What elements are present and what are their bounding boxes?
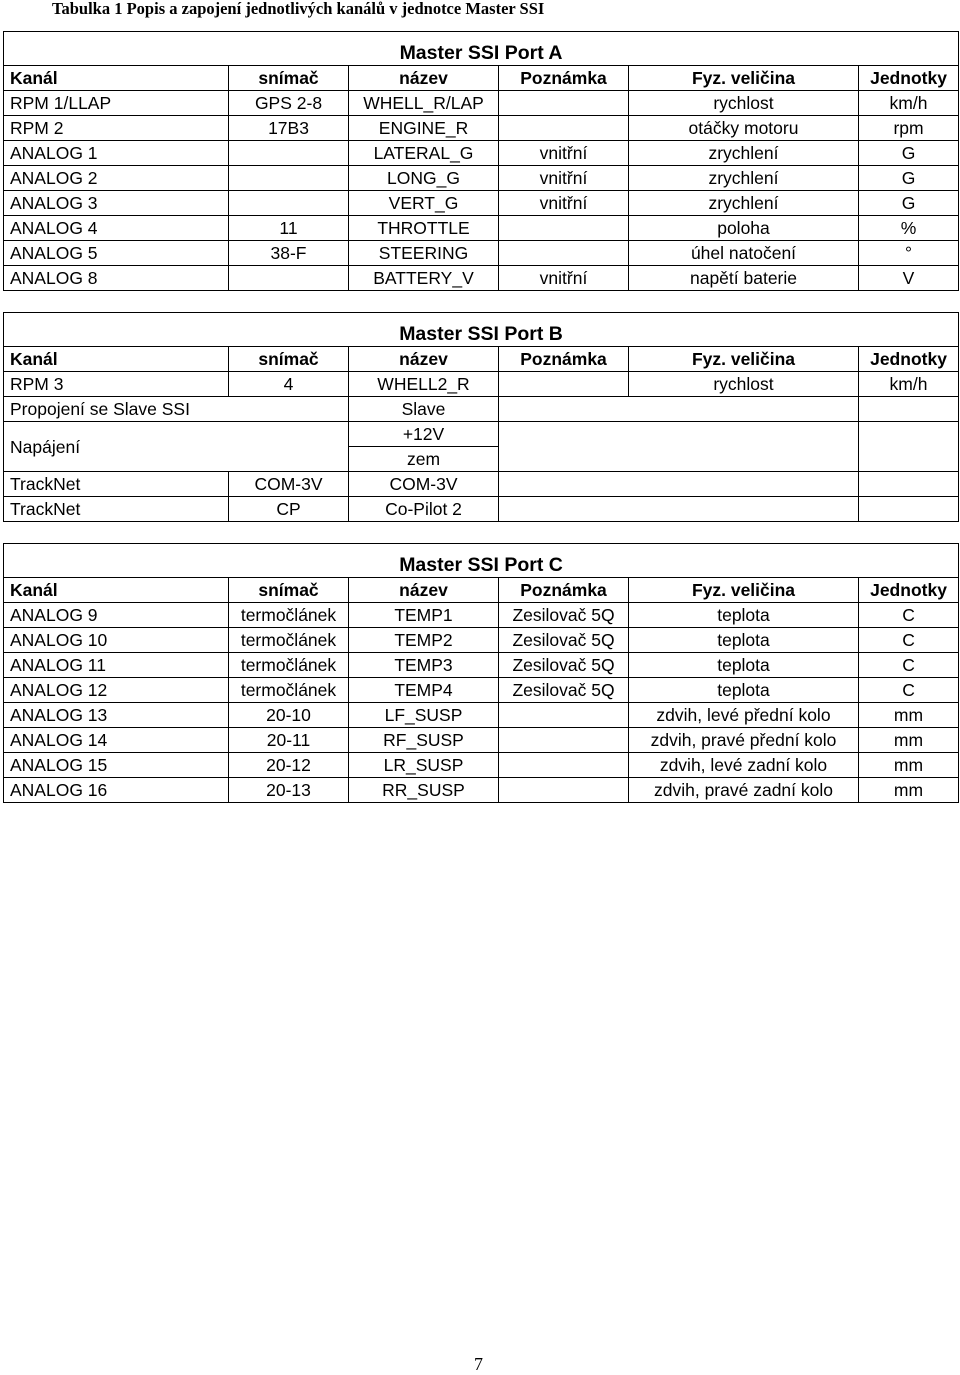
cell-poznamka	[499, 497, 859, 522]
table-row	[4, 216, 959, 241]
cell-kanal: ANALOG 5	[4, 241, 229, 266]
cell-jednotky: mm	[859, 703, 959, 728]
page-number: 7	[474, 1354, 483, 1374]
cell-snimac: 20-11	[229, 728, 349, 753]
cell-nazev: Slave	[349, 397, 499, 422]
cell-nazev: ENGINE_R	[349, 116, 499, 141]
cell-snimac	[229, 166, 349, 191]
header-poznamka: Poznámka	[499, 347, 629, 372]
table-row	[4, 653, 959, 678]
cell-fyz-velicina: zrychlení	[629, 166, 859, 191]
cell-kanal: Napájení	[4, 422, 349, 472]
cell-poznamka	[499, 728, 629, 753]
header-nazev: název	[349, 347, 499, 372]
cell-nazev: WHELL_R/LAP	[349, 91, 499, 116]
table-row	[4, 397, 959, 422]
cell-jednotky: mm	[859, 753, 959, 778]
cell-nazev: WHELL2_R	[349, 372, 499, 397]
cell-kanal: ANALOG 9	[4, 603, 229, 628]
cell-nazev: RR_SUSP	[349, 778, 499, 803]
cell-jednotky: G	[859, 166, 959, 191]
cell-jednotky	[859, 397, 959, 422]
header-kanal: Kanál	[4, 347, 229, 372]
cell-poznamka: Zesilovač 5Q	[499, 653, 629, 678]
header-kanal: Kanál	[4, 578, 229, 603]
cell-nazev: LF_SUSP	[349, 703, 499, 728]
cell-fyz-velicina: rychlost	[629, 372, 859, 397]
header-jednotky: Jednotky	[859, 578, 959, 603]
cell-fyz-velicina: teplota	[629, 678, 859, 703]
cell-kanal: TrackNet	[4, 497, 229, 522]
cell-kanal: ANALOG 11	[4, 653, 229, 678]
cell-jednotky	[859, 497, 959, 522]
cell-jednotky: C	[859, 653, 959, 678]
cell-jednotky: mm	[859, 728, 959, 753]
table-row	[4, 497, 959, 522]
port-c-header-row	[4, 578, 959, 603]
header-poznamka: Poznámka	[499, 578, 629, 603]
cell-kanal: TrackNet	[4, 472, 229, 497]
port-b-table	[3, 312, 959, 522]
header-snimac: snímač	[229, 66, 349, 91]
header-snimac: snímač	[229, 578, 349, 603]
table-row	[4, 241, 959, 266]
port-b-header-row	[4, 347, 959, 372]
cell-snimac: 4	[229, 372, 349, 397]
cell-poznamka	[499, 241, 629, 266]
cell-snimac: COM-3V	[229, 472, 349, 497]
cell-snimac: 20-13	[229, 778, 349, 803]
cell-nazev: Co-Pilot 2	[349, 497, 499, 522]
cell-snimac: termočlánek	[229, 653, 349, 678]
header-fyz-velicina: Fyz. veličina	[629, 347, 859, 372]
cell-kanal: ANALOG 1	[4, 141, 229, 166]
cell-fyz-velicina: zdvih, levé zadní kolo	[629, 753, 859, 778]
cell-kanal: Propojení se Slave SSI	[4, 397, 349, 422]
cell-fyz-velicina: úhel natočení	[629, 241, 859, 266]
cell-snimac: termočlánek	[229, 678, 349, 703]
cell-kanal: RPM 1/LLAP	[4, 91, 229, 116]
table-row	[4, 266, 959, 291]
port-c-table	[3, 543, 959, 803]
cell-jednotky: V	[859, 266, 959, 291]
table-row	[4, 166, 959, 191]
cell-fyz-velicina: zdvih, levé přední kolo	[629, 703, 859, 728]
cell-fyz-velicina: zdvih, pravé zadní kolo	[629, 778, 859, 803]
cell-snimac: 11	[229, 216, 349, 241]
cell-poznamka	[499, 216, 629, 241]
cell-nazev: +12V	[349, 422, 499, 447]
cell-jednotky: C	[859, 603, 959, 628]
cell-poznamka: Zesilovač 5Q	[499, 603, 629, 628]
table-row	[4, 191, 959, 216]
table-row	[4, 628, 959, 653]
cell-snimac: 20-10	[229, 703, 349, 728]
cell-kanal: ANALOG 2	[4, 166, 229, 191]
cell-poznamka	[499, 778, 629, 803]
cell-nazev: LONG_G	[349, 166, 499, 191]
table-row	[4, 678, 959, 703]
header-fyz-velicina: Fyz. veličina	[629, 66, 859, 91]
cell-fyz-velicina: otáčky motoru	[629, 116, 859, 141]
table-row	[4, 603, 959, 628]
cell-nazev: TEMP1	[349, 603, 499, 628]
header-jednotky: Jednotky	[859, 347, 959, 372]
cell-jednotky: %	[859, 216, 959, 241]
cell-snimac: 20-12	[229, 753, 349, 778]
table-caption: Tabulka 1 Popis a zapojení jednotlivých kanálů v jednotce Master SSI	[52, 0, 545, 18]
cell-fyz-velicina: zdvih, pravé přední kolo	[629, 728, 859, 753]
port-a-header-row	[4, 66, 959, 91]
cell-kanal: ANALOG 14	[4, 728, 229, 753]
cell-poznamka: Zesilovač 5Q	[499, 678, 629, 703]
cell-nazev: THROTTLE	[349, 216, 499, 241]
cell-kanal: ANALOG 10	[4, 628, 229, 653]
cell-nazev: BATTERY_V	[349, 266, 499, 291]
cell-poznamka: vnitřní	[499, 191, 629, 216]
cell-poznamka	[499, 753, 629, 778]
port-a-table	[3, 31, 959, 291]
port-b-title: Master SSI Port B	[4, 313, 959, 347]
cell-jednotky: km/h	[859, 91, 959, 116]
cell-nazev: STEERING	[349, 241, 499, 266]
cell-jednotky	[859, 472, 959, 497]
cell-poznamka	[499, 91, 629, 116]
table-row	[4, 116, 959, 141]
header-jednotky: Jednotky	[859, 66, 959, 91]
cell-snimac: 38-F	[229, 241, 349, 266]
cell-jednotky: mm	[859, 778, 959, 803]
cell-snimac: CP	[229, 497, 349, 522]
cell-snimac	[229, 191, 349, 216]
cell-snimac	[229, 141, 349, 166]
table-row	[4, 728, 959, 753]
table-row	[4, 91, 959, 116]
header-snimac: snímač	[229, 347, 349, 372]
cell-poznamka: vnitřní	[499, 166, 629, 191]
header-kanal: Kanál	[4, 66, 229, 91]
cell-kanal: RPM 3	[4, 372, 229, 397]
cell-fyz-velicina: zrychlení	[629, 191, 859, 216]
cell-poznamka: Zesilovač 5Q	[499, 628, 629, 653]
cell-kanal: RPM 2	[4, 116, 229, 141]
cell-nazev: TEMP4	[349, 678, 499, 703]
table-row	[4, 778, 959, 803]
cell-fyz-velicina: rychlost	[629, 91, 859, 116]
cell-poznamka	[499, 397, 859, 422]
cell-fyz-velicina: teplota	[629, 603, 859, 628]
table-row	[4, 372, 959, 397]
header-fyz-velicina: Fyz. veličina	[629, 578, 859, 603]
cell-snimac: termočlánek	[229, 603, 349, 628]
cell-kanal: ANALOG 4	[4, 216, 229, 241]
header-poznamka: Poznámka	[499, 66, 629, 91]
cell-nazev: TEMP2	[349, 628, 499, 653]
cell-jednotky: C	[859, 628, 959, 653]
cell-jednotky: G	[859, 141, 959, 166]
cell-fyz-velicina: teplota	[629, 628, 859, 653]
cell-snimac	[229, 266, 349, 291]
cell-poznamka	[499, 703, 629, 728]
table-row	[4, 472, 959, 497]
cell-kanal: ANALOG 15	[4, 753, 229, 778]
cell-jednotky	[859, 422, 959, 472]
table-row	[4, 703, 959, 728]
cell-poznamka	[499, 372, 629, 397]
port-c-title: Master SSI Port C	[4, 544, 959, 578]
cell-kanal: ANALOG 3	[4, 191, 229, 216]
table-row	[4, 422, 959, 447]
cell-nazev: zem	[349, 447, 499, 472]
cell-jednotky: km/h	[859, 372, 959, 397]
cell-poznamka	[499, 472, 859, 497]
cell-poznamka	[499, 422, 859, 472]
cell-poznamka: vnitřní	[499, 141, 629, 166]
cell-fyz-velicina: poloha	[629, 216, 859, 241]
cell-kanal: ANALOG 12	[4, 678, 229, 703]
cell-snimac: termočlánek	[229, 628, 349, 653]
table-row	[4, 141, 959, 166]
cell-kanal: ANALOG 16	[4, 778, 229, 803]
cell-nazev: LR_SUSP	[349, 753, 499, 778]
cell-jednotky: rpm	[859, 116, 959, 141]
cell-jednotky: G	[859, 191, 959, 216]
cell-nazev: COM-3V	[349, 472, 499, 497]
cell-kanal: ANALOG 13	[4, 703, 229, 728]
cell-fyz-velicina: napětí baterie	[629, 266, 859, 291]
port-a-title: Master SSI Port A	[4, 32, 959, 66]
cell-nazev: RF_SUSP	[349, 728, 499, 753]
cell-poznamka	[499, 116, 629, 141]
header-nazev: název	[349, 578, 499, 603]
cell-poznamka: vnitřní	[499, 266, 629, 291]
cell-fyz-velicina: teplota	[629, 653, 859, 678]
cell-nazev: TEMP3	[349, 653, 499, 678]
cell-nazev: VERT_G	[349, 191, 499, 216]
cell-fyz-velicina: zrychlení	[629, 141, 859, 166]
cell-snimac: GPS 2-8	[229, 91, 349, 116]
cell-snimac: 17B3	[229, 116, 349, 141]
cell-nazev: LATERAL_G	[349, 141, 499, 166]
table-row	[4, 753, 959, 778]
cell-jednotky: C	[859, 678, 959, 703]
cell-jednotky: °	[859, 241, 959, 266]
header-nazev: název	[349, 66, 499, 91]
cell-kanal: ANALOG 8	[4, 266, 229, 291]
